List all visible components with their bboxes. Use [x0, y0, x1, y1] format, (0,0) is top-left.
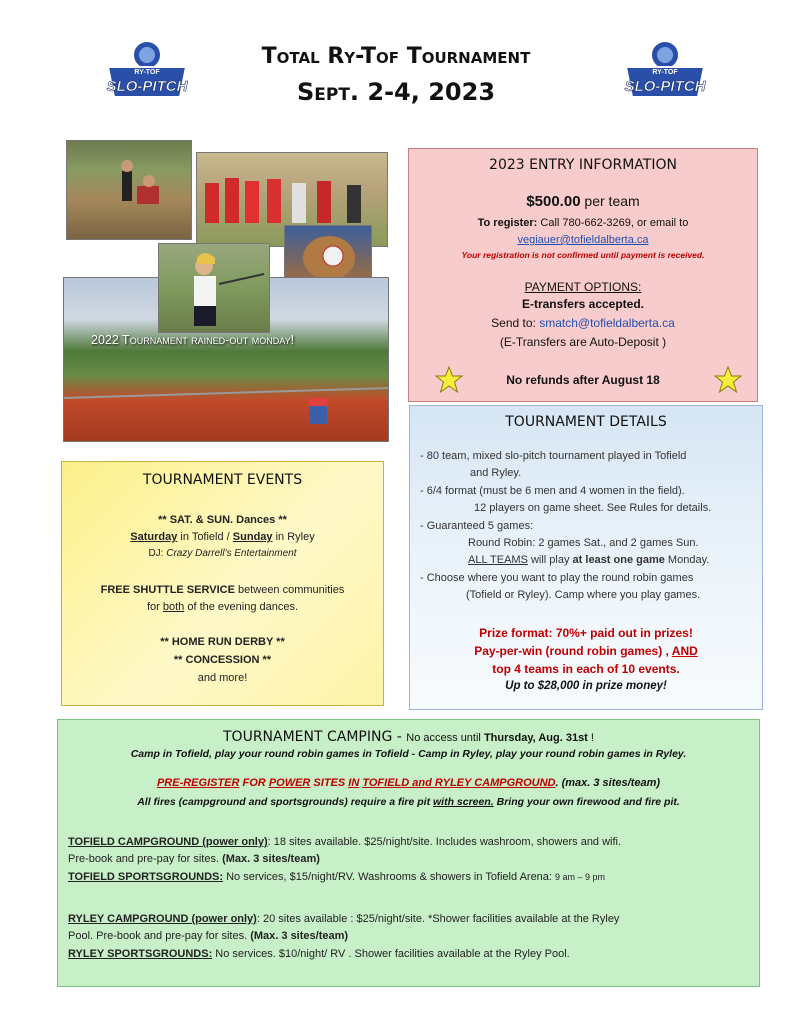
auto-deposit-note: (E-Transfers are Auto-Deposit ): [499, 335, 667, 349]
logo-right-text: SLO-PITCH: [624, 78, 706, 95]
events-text: in Tofield /: [177, 531, 233, 543]
entry-register-label: To register:: [477, 217, 538, 229]
shuttle-text: for: [146, 601, 163, 613]
events-more: and more!: [197, 672, 248, 684]
ryley-sportsgrounds-line: [68, 948, 570, 960]
tofield-sportsgrounds-line: [68, 871, 605, 883]
details-heading: TOURNAMENT DETAILS: [505, 414, 667, 430]
prereg-text: PRE-REGISTER: [156, 777, 240, 789]
prereg-text: POWER: [268, 777, 311, 789]
photo-glove: [284, 225, 372, 285]
prereg-text: TOFIELD and RYLEY CAMPGROUND: [362, 777, 556, 789]
tofield-campground-line: [68, 836, 621, 848]
details-bold-text: at least one game: [572, 554, 665, 566]
camping-heading-line: [58, 728, 759, 746]
details-line: and Ryley.: [470, 467, 522, 479]
entry-register-text: Call 780-662-3269, or email to: [537, 217, 689, 229]
camping-access-date: Thursday, Aug. 31st: [483, 732, 588, 744]
tofield-campground-label: TOFIELD CAMPGROUND (power only): [68, 836, 268, 848]
tofield-arena-hours: 9 am – 9 pm: [555, 872, 606, 882]
events-derby: ** HOME RUN DERBY **: [160, 636, 285, 648]
photo-runner: [158, 243, 270, 333]
entry-heading: 2023 ENTRY INFORMATION: [489, 157, 677, 173]
prize-total: Up to $28,000 in prize money!: [505, 680, 667, 692]
entry-register-email-link[interactable]: vegiauer@tofieldalberta.ca: [517, 234, 649, 246]
events-shuttle-line2: [62, 601, 383, 613]
camping-access-text: !: [587, 732, 594, 744]
tofield-sportsgrounds-label: TOFIELD SPORTSGROUNDS:: [68, 871, 224, 883]
events-shuttle: [62, 584, 383, 596]
tournament-camping-box: [57, 719, 760, 987]
fires-text: Bring your own firewood and fire pit.: [493, 796, 680, 808]
star-icon: [713, 365, 743, 395]
events-dances: ** SAT. & SUN. Dances **: [158, 514, 287, 526]
payment-accepted: E-transfers accepted.: [521, 297, 645, 311]
details-line: - Guaranteed 5 games:: [420, 520, 534, 532]
ryley-campground-label: RYLEY CAMPGROUND (power only): [68, 913, 257, 925]
send-to-label: Send to:: [491, 316, 540, 330]
prereg-text: FOR: [239, 777, 269, 789]
send-to-email-link[interactable]: smatch@tofieldalberta.ca: [539, 316, 675, 330]
entry-price-amount: $500.00: [526, 193, 581, 210]
details-line: 12 players on game sheet. See Rules for details.: [474, 502, 712, 514]
page-title: Total Ry-Tof Tournament: [261, 44, 531, 69]
dj-name: Crazy Darrell's Entertainment: [166, 548, 297, 559]
logo-left-top-text: RY-TOF: [134, 69, 160, 76]
dj-label: DJ:: [148, 548, 167, 559]
camping-rule: Camp in Tofield, play your round robin games in Tofield - Camp in Ryley, play your round robin games in Ryley.: [130, 748, 687, 760]
events-concession: ** CONCESSION **: [173, 654, 272, 666]
tofield-campground-line2: [68, 853, 320, 865]
events-dance-days: [62, 531, 383, 543]
tofield-sportsgrounds-text: No services, $15/night/RV. Washrooms & showers in Tofield Arena:: [223, 871, 556, 883]
ryley-campground-text: Pool. Pre-book and pre-pay for sites.: [68, 930, 251, 942]
camping-preregister: [58, 777, 759, 789]
ryley-campground-max: (Max. 3 sites/team): [250, 930, 349, 942]
shuttle-text: between communities: [234, 584, 345, 596]
tofield-campground-text: : 18 sites available. $25/night/site. Includes washroom, showers and wifi.: [267, 836, 622, 848]
events-text: in Ryley: [272, 531, 315, 543]
entry-price: [409, 193, 757, 210]
camping-access-text: No access until: [406, 732, 484, 744]
page-subtitle-date: Sept. 2-4, 2023: [296, 78, 496, 106]
photo-caption: 2022 Tournament rained-out monday!: [91, 333, 295, 347]
all-teams-text: ALL TEAMS: [468, 554, 528, 566]
tofield-campground-max: (Max. 3 sites/team): [222, 853, 320, 865]
logo-left-text: SLO-PITCH: [106, 78, 188, 95]
details-text: Monday.: [664, 554, 710, 566]
prize-and-text: AND: [671, 644, 698, 658]
events-day-sunday: Sunday: [232, 531, 273, 543]
photo-batter: [66, 140, 192, 240]
entry-register: [409, 217, 757, 229]
details-line: [468, 554, 709, 566]
slo-pitch-logo-right: [618, 37, 712, 103]
prereg-text: SITES: [310, 777, 349, 789]
ryley-campground-line: [68, 913, 619, 925]
payment-send-to: [409, 316, 757, 330]
camping-heading: TOURNAMENT CAMPING -: [223, 729, 407, 745]
payment-heading: PAYMENT OPTIONS:: [524, 280, 642, 294]
shuttle-bold: FREE SHUTTLE SERVICE: [100, 584, 235, 596]
star-icon: [434, 365, 464, 395]
tournament-events-box: [61, 461, 384, 706]
prize-pay-per-win: [410, 644, 762, 658]
prereg-text: . (max. 3 sites/team): [555, 777, 661, 789]
ryley-campground-text: : 20 sites available : $25/night/site. *Shower facilities available at the Ryley: [256, 913, 620, 925]
details-line: - Choose where you want to play the round robin games: [420, 572, 694, 584]
ryley-sportsgrounds-text: No services. $10/night/ RV . Shower facilities available at the Ryley Pool.: [212, 948, 570, 960]
entry-information-box: [408, 148, 758, 402]
photo-collage: [63, 140, 389, 442]
details-text: will play: [527, 554, 573, 566]
ryley-sportsgrounds-label: RYLEY SPORTSGROUNDS:: [68, 948, 213, 960]
shuttle-both: both: [162, 601, 185, 613]
entry-confirm-note: Your registration is not confirmed until payment is received.: [461, 250, 705, 260]
details-line: - 80 team, mixed slo-pitch tournament played in Tofield: [420, 450, 687, 462]
camping-fires: [58, 796, 759, 808]
refund-policy: No refunds after August 18: [506, 373, 660, 387]
prize-top-teams: top 4 teams in each of 10 events.: [492, 662, 680, 676]
tofield-campground-text: Pre-book and pre-pay for sites.: [68, 853, 223, 865]
events-dj: [62, 548, 383, 559]
logo-right-top-text: RY-TOF: [652, 69, 678, 76]
entry-price-suffix: per team: [580, 193, 640, 209]
fires-text: All fires (campground and sportsgrounds) require a fire pit: [137, 796, 433, 808]
prize-format: Prize format: 70%+ paid out in prizes!: [479, 626, 693, 640]
details-line: (Tofield or Ryley). Camp where you play games.: [466, 589, 701, 601]
ryley-campground-line2: [68, 930, 348, 942]
shuttle-text: of the evening dances.: [184, 601, 299, 613]
prize-text: Pay-per-win (round robin games) ,: [474, 644, 672, 658]
prereg-text: IN: [348, 777, 360, 789]
tournament-details-box: [409, 405, 763, 710]
details-line: - 6/4 format (must be 6 men and 4 women in the field).: [420, 485, 685, 497]
events-day-saturday: Saturday: [130, 531, 178, 543]
details-line: Round Robin: 2 games Sat., and 2 games Sun.: [468, 537, 699, 549]
events-heading: TOURNAMENT EVENTS: [142, 472, 303, 488]
fires-text: with screen.: [433, 796, 494, 808]
